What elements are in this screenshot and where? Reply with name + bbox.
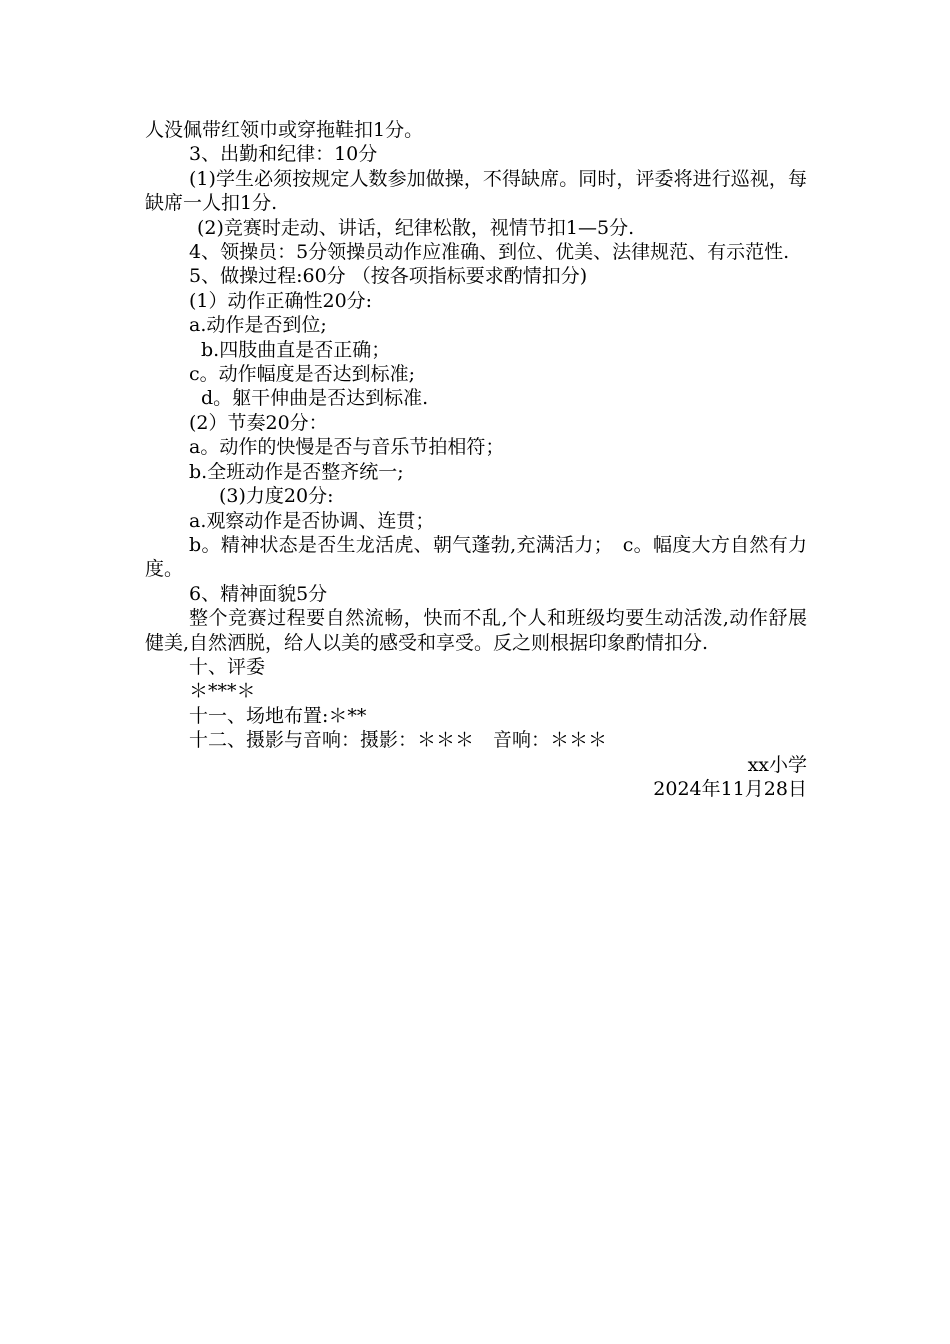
line-1: 人没佩带红领巾或穿拖鞋扣1分。 <box>145 119 424 141</box>
attendance-rule-1: (1)学生必须按规定人数参加做操，不得缺席。同时，评委将进行巡视，每缺席一人扣1分. <box>145 167 807 215</box>
process-item-3a: a.观察动作是否协调、连贯； <box>189 509 435 532</box>
process-item-1d: d。躯干伸曲是否达到标准. <box>201 387 429 410</box>
section-venue: 十一、场地布置:＊** <box>189 704 367 727</box>
process-item-3bc: b。精神状态是否生龙活虎、朝气蓬勃,充满活力； c。幅度大方自然有力度。 <box>145 533 807 581</box>
section-leader: 4、领操员：5分领操员动作应准确、到位、优美、法律规范、有示范性. <box>189 241 790 264</box>
process-item-2-heading: (2）节奏20分： <box>189 411 328 434</box>
process-item-2a: a。动作的快慢是否与音乐节拍相符； <box>189 436 505 459</box>
judges-names: ＊***＊ <box>189 680 256 703</box>
process-item-1a: a.动作是否到位; <box>189 314 327 337</box>
section-spirit-body: 整个竞赛过程要自然流畅，快而不乱,个人和班级均要生动活泼,动作舒展健美,自然洒脱，给人以美的感受和享受。反之则根据印象酌情扣分. <box>145 607 807 654</box>
signature-school: xx小学 <box>747 753 807 776</box>
process-item-1-heading: (1）动作正确性20分: <box>189 289 373 312</box>
section-judges-heading: 十、评委 <box>189 655 266 678</box>
section-photo-sound: 十二、摄影与音响：摄影：＊＊＊ 音响：＊＊＊ <box>189 729 608 752</box>
process-item-1c: c。动作幅度是否达到标准; <box>189 363 416 386</box>
section-attendance-heading: 3、出勤和纪律：10分 <box>189 143 378 166</box>
document-body <box>145 118 807 801</box>
section-process-heading: 5、做操过程:60分 （按各项指标要求酌情扣分) <box>189 265 588 288</box>
process-item-1b: b.四肢曲直是否正确； <box>201 338 391 361</box>
process-item-3-heading: (3)力度20分: <box>219 485 334 508</box>
attendance-rule-2: (2)竞赛时走动、讲话，纪律松散，视情节扣1—5分. <box>197 216 635 239</box>
signature-date: 2024年11月28日 <box>653 777 807 800</box>
process-item-2b: b.全班动作是否整齐统一; <box>189 460 404 483</box>
section-spirit-heading: 6、精神面貌5分 <box>189 582 328 605</box>
